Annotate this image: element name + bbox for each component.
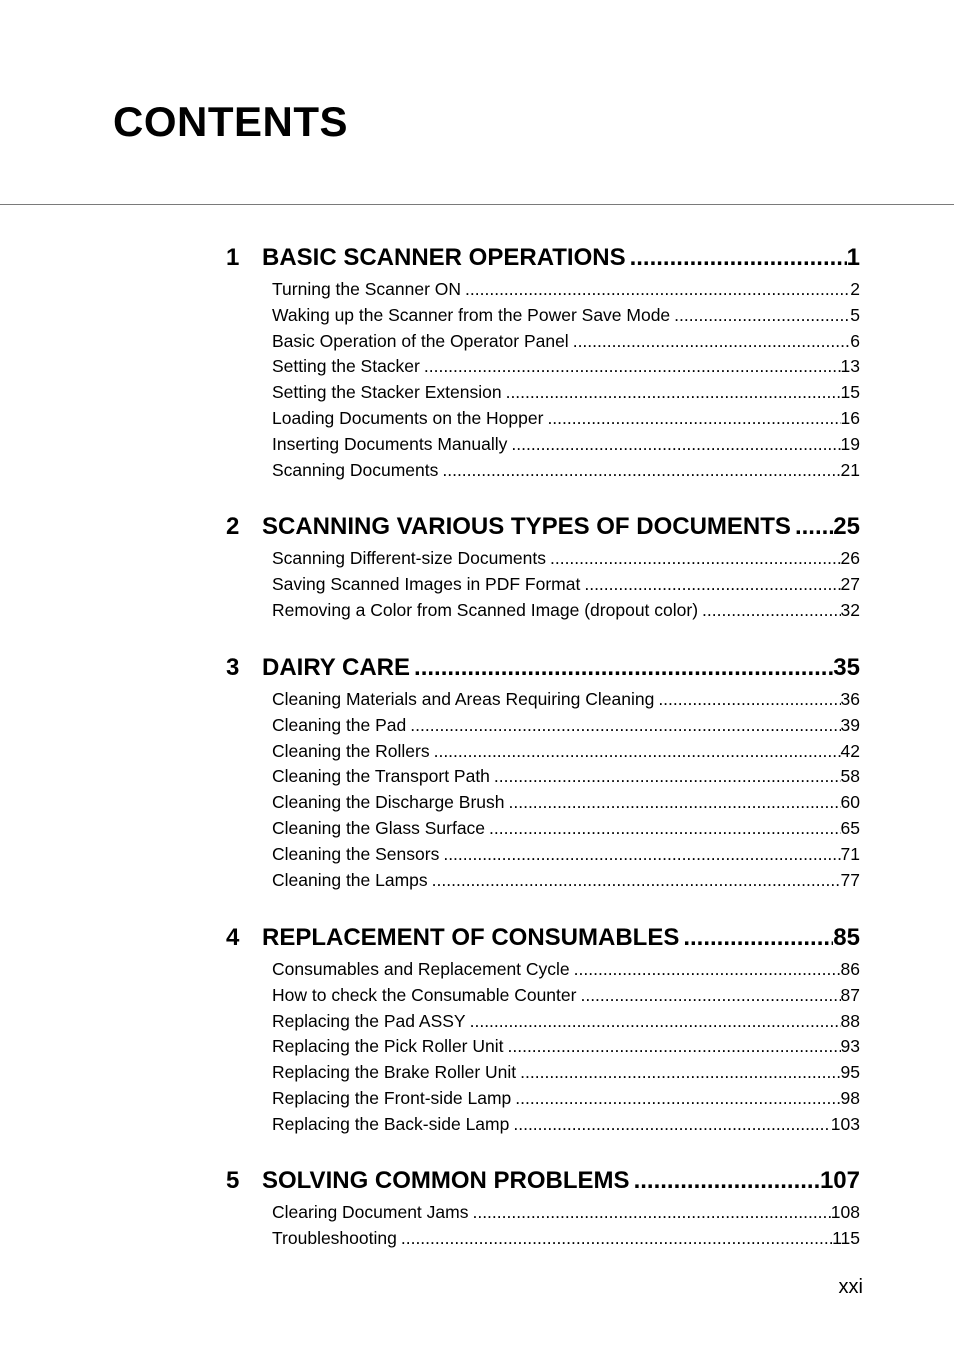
- entry-title: Cleaning the Rollers: [272, 740, 430, 761]
- chapter-4: [226, 923, 860, 1138]
- toc-entry[interactable]: [272, 713, 860, 739]
- dot-leader: [550, 546, 841, 572]
- dot-leader: [410, 713, 840, 739]
- entry-page-number: 16: [840, 407, 860, 428]
- dot-leader: [410, 653, 833, 683]
- entry-title: Setting the Stacker Extension: [272, 382, 502, 403]
- section-list: [272, 687, 860, 893]
- dot-leader: [679, 923, 833, 953]
- dot-leader: [442, 458, 840, 484]
- header-divider: [0, 204, 954, 205]
- dot-leader: [489, 816, 840, 842]
- page-number: xxi: [838, 1276, 863, 1298]
- entry-page-number: 39: [840, 714, 860, 735]
- chapter-title: REPLACEMENT OF CONSUMABLES: [262, 924, 680, 951]
- entry-page-number: 115: [832, 1227, 860, 1248]
- toc-entry[interactable]: [272, 458, 860, 484]
- toc-entry[interactable]: [272, 957, 860, 983]
- chapter-page-number: 85: [833, 924, 860, 951]
- dot-leader: [472, 1200, 830, 1226]
- entry-page-number: 19: [840, 433, 860, 454]
- dot-leader: [573, 329, 851, 355]
- entry-title: Replacing the Front-side Lamp: [272, 1087, 512, 1108]
- entry-title: Replacing the Brake Roller Unit: [272, 1062, 517, 1083]
- chapter-heading[interactable]: [226, 923, 860, 953]
- toc-entry[interactable]: [272, 868, 860, 894]
- entry-title: Turning the Scanner ON: [272, 279, 462, 299]
- toc-entry[interactable]: [272, 983, 860, 1009]
- toc-entry[interactable]: [272, 842, 860, 868]
- dot-leader: [630, 1166, 820, 1196]
- dot-leader: [515, 1086, 840, 1112]
- toc-entry[interactable]: [272, 546, 860, 572]
- entry-title: How to check the Consumable Counter: [272, 984, 577, 1005]
- chapter-5: [226, 1166, 860, 1252]
- entry-title: Replacing the Pad ASSY: [272, 1010, 466, 1031]
- entry-title: Troubleshooting: [272, 1227, 397, 1248]
- toc-entry[interactable]: [272, 329, 860, 355]
- chapter-title: SCANNING VARIOUS TYPES OF DOCUMENTS: [262, 513, 791, 540]
- entry-title: Basic Operation of the Operator Panel: [272, 330, 569, 351]
- chapter-page-number: 35: [833, 654, 860, 681]
- entry-title: Cleaning the Sensors: [272, 843, 440, 864]
- chapter-page-number: 25: [833, 513, 860, 540]
- dot-leader: [791, 512, 833, 542]
- chapter-heading[interactable]: [226, 653, 860, 683]
- entry-title: Removing a Color from Scanned Image (dropout color): [272, 599, 699, 620]
- entry-title: Cleaning the Lamps: [272, 869, 428, 890]
- dot-leader: [509, 790, 841, 816]
- chapter-number: 1: [226, 244, 240, 271]
- entry-title: Cleaning the Pad: [272, 714, 407, 735]
- chapter-3: [226, 653, 860, 893]
- section-list: [272, 1200, 860, 1252]
- dot-leader: [506, 380, 841, 406]
- entry-title: Loading Documents on the Hopper: [272, 407, 544, 428]
- entry-page-number: 77: [840, 869, 860, 890]
- page-title: CONTENTS: [113, 98, 348, 145]
- entry-page-number: 5: [850, 304, 860, 325]
- entry-page-number: 27: [840, 573, 860, 594]
- chapter-heading[interactable]: [226, 512, 860, 542]
- chapter-number: 2: [226, 513, 240, 540]
- dot-leader: [574, 957, 841, 983]
- entry-title: Replacing the Back-side Lamp: [272, 1113, 510, 1134]
- toc-entry[interactable]: [272, 303, 860, 329]
- dot-leader: [658, 687, 840, 713]
- chapter-title: BASIC SCANNER OPERATIONS: [262, 244, 626, 271]
- chapter-number: 5: [226, 1167, 240, 1194]
- entry-page-number: 36: [840, 689, 860, 709]
- toc-entry[interactable]: [272, 764, 860, 790]
- toc-entry[interactable]: [272, 739, 860, 765]
- dot-leader: [508, 1034, 841, 1060]
- chapter-number: 4: [226, 924, 240, 951]
- entry-title: Consumables and Replacement Cycle: [272, 959, 570, 979]
- toc-entry[interactable]: [272, 1034, 860, 1060]
- entry-page-number: 93: [840, 1036, 860, 1057]
- chapter-1: [226, 243, 860, 483]
- entry-title: Cleaning Materials and Areas Requiring Cleaning: [272, 689, 655, 709]
- dot-leader: [434, 739, 841, 765]
- entry-page-number: 32: [840, 599, 860, 620]
- entry-page-number: 71: [840, 843, 860, 864]
- dot-leader: [513, 1112, 830, 1138]
- entry-title: Waking up the Scanner from the Power Save Mode: [272, 304, 671, 325]
- toc-entry[interactable]: [272, 432, 860, 458]
- toc-entry[interactable]: [272, 790, 860, 816]
- entry-title: Clearing Document Jams: [272, 1202, 469, 1222]
- toc-entry[interactable]: [272, 687, 860, 713]
- entry-title: Cleaning the Transport Path: [272, 766, 490, 787]
- section-list: [272, 546, 860, 623]
- entry-title: Scanning Different-size Documents: [272, 548, 546, 568]
- dot-leader: [494, 764, 841, 790]
- entry-page-number: 6: [850, 330, 860, 351]
- entry-title: Inserting Documents Manually: [272, 433, 508, 454]
- chapter-page-number: 1: [846, 244, 860, 271]
- toc-entry[interactable]: [272, 1112, 860, 1138]
- dot-leader: [626, 243, 847, 273]
- entry-title: Cleaning the Discharge Brush: [272, 792, 505, 813]
- dot-leader: [511, 432, 840, 458]
- entry-page-number: 13: [840, 356, 860, 377]
- toc-entry[interactable]: [272, 1060, 860, 1086]
- toc-entry[interactable]: [272, 1086, 860, 1112]
- toc-entry[interactable]: [272, 380, 860, 406]
- dot-leader: [674, 303, 850, 329]
- dot-leader: [580, 983, 840, 1009]
- toc-entry[interactable]: [272, 572, 860, 598]
- toc-entry[interactable]: [272, 406, 860, 432]
- dot-leader: [470, 1009, 841, 1035]
- entry-title: Saving Scanned Images in PDF Format: [272, 573, 581, 594]
- dot-leader: [465, 277, 850, 303]
- dot-leader: [584, 572, 840, 598]
- chapter-title: DAIRY CARE: [262, 654, 411, 681]
- entry-page-number: 87: [840, 984, 860, 1005]
- entry-page-number: 88: [840, 1010, 860, 1031]
- toc-entry[interactable]: [272, 816, 860, 842]
- entry-title: Cleaning the Glass Surface: [272, 817, 486, 838]
- entry-title: Setting the Stacker: [272, 356, 420, 377]
- toc-entry[interactable]: [272, 1009, 860, 1035]
- entry-page-number: 26: [840, 548, 860, 568]
- toc-entry[interactable]: [272, 1226, 860, 1252]
- chapter-title: SOLVING COMMON PROBLEMS: [262, 1167, 630, 1194]
- entry-page-number: 15: [840, 382, 860, 403]
- chapter-heading[interactable]: [226, 1166, 860, 1196]
- dot-leader: [401, 1226, 832, 1252]
- chapter-heading[interactable]: [226, 243, 860, 273]
- entry-page-number: 65: [840, 817, 860, 838]
- entry-page-number: 98: [840, 1087, 860, 1108]
- toc-entry[interactable]: [272, 354, 860, 380]
- entry-title: Scanning Documents: [272, 459, 439, 480]
- entry-page-number: 108: [830, 1202, 860, 1222]
- chapter-number: 3: [226, 654, 240, 681]
- dot-leader: [443, 842, 840, 868]
- toc-entry[interactable]: [272, 277, 860, 303]
- entry-page-number: 21: [840, 459, 860, 480]
- dot-leader: [424, 354, 841, 380]
- chapter-2: [226, 512, 860, 623]
- entry-page-number: 60: [840, 792, 860, 813]
- entry-title: Replacing the Pick Roller Unit: [272, 1036, 504, 1057]
- entry-page-number: 95: [840, 1062, 860, 1083]
- toc-entry[interactable]: [272, 598, 860, 624]
- toc-entry[interactable]: [272, 1200, 860, 1226]
- entry-page-number: 103: [830, 1113, 860, 1134]
- section-list: [272, 277, 860, 483]
- entry-page-number: 86: [840, 959, 860, 979]
- dot-leader: [547, 406, 840, 432]
- section-list: [272, 957, 860, 1138]
- entry-page-number: 42: [840, 740, 860, 761]
- entry-page-number: 2: [850, 279, 860, 299]
- dot-leader: [520, 1060, 840, 1086]
- dot-leader: [432, 868, 841, 894]
- entry-page-number: 58: [840, 766, 860, 787]
- dot-leader: [702, 598, 840, 624]
- chapter-page-number: 107: [819, 1167, 860, 1194]
